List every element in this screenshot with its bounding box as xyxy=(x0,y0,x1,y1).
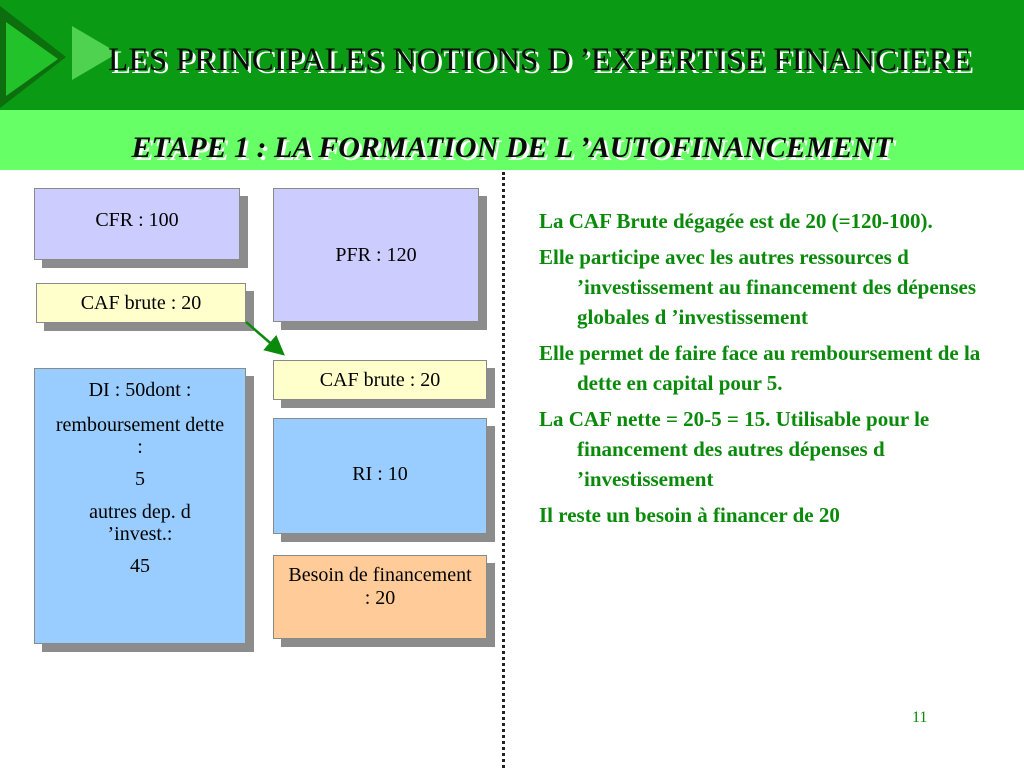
caf-brute-right-box xyxy=(273,360,487,400)
di-line-5: 45 xyxy=(130,555,150,577)
dotted-divider xyxy=(502,172,505,768)
play-arrow-icon xyxy=(0,0,120,110)
caf-brute-left-box xyxy=(36,283,246,323)
header-bar xyxy=(0,0,1024,111)
ri-label: RI : 10 xyxy=(352,463,408,485)
di-line-4: autres dep. d ’invest.: xyxy=(89,501,191,545)
di-line-3: 5 xyxy=(135,468,145,490)
explanation-paragraph: Elle participe avec les autres ressources d ’investissement au financement des dépenses globales d ’investissement xyxy=(539,245,976,329)
caf-brute-left-label: CAF brute : 20 xyxy=(80,292,202,314)
di-line-1: DI : 50dont : xyxy=(88,379,192,401)
slide-subtitle: ETAPE 1 : LA FORMATION DE L ’AUTOFINANCEMENT xyxy=(131,131,893,164)
explanation-paragraph: Elle permet de faire face au remboursement de la dette en capital pour 5. xyxy=(539,341,981,395)
di-box xyxy=(34,368,246,644)
ri-box xyxy=(273,418,487,534)
page-number: 11 xyxy=(912,709,928,726)
cfr-box xyxy=(34,188,240,260)
explanation-paragraph: La CAF nette = 20-5 = 15. Utilisable pour le financement des autres dépenses d ’investissement xyxy=(539,407,930,491)
explanation-text xyxy=(539,206,1009,536)
slide-title: LES PRINCIPALES NOTIONS D ’EXPERTISE FINANCIERE xyxy=(108,42,972,78)
pfr-box xyxy=(273,188,479,322)
explanation-paragraph: La CAF Brute dégagée est de 20 (=120-100). xyxy=(539,209,933,233)
cfr-label: CFR : 100 xyxy=(95,209,179,231)
di-line-2: remboursement dette : xyxy=(55,414,225,458)
caf-brute-right-label: CAF brute : 20 xyxy=(319,369,441,391)
explanation-paragraph: Il reste un besoin à financer de 20 xyxy=(539,503,840,527)
pfr-label: PFR : 120 xyxy=(335,244,417,266)
besoin-financement-box xyxy=(273,555,487,639)
besoin-label: Besoin de financement : 20 xyxy=(288,564,472,609)
